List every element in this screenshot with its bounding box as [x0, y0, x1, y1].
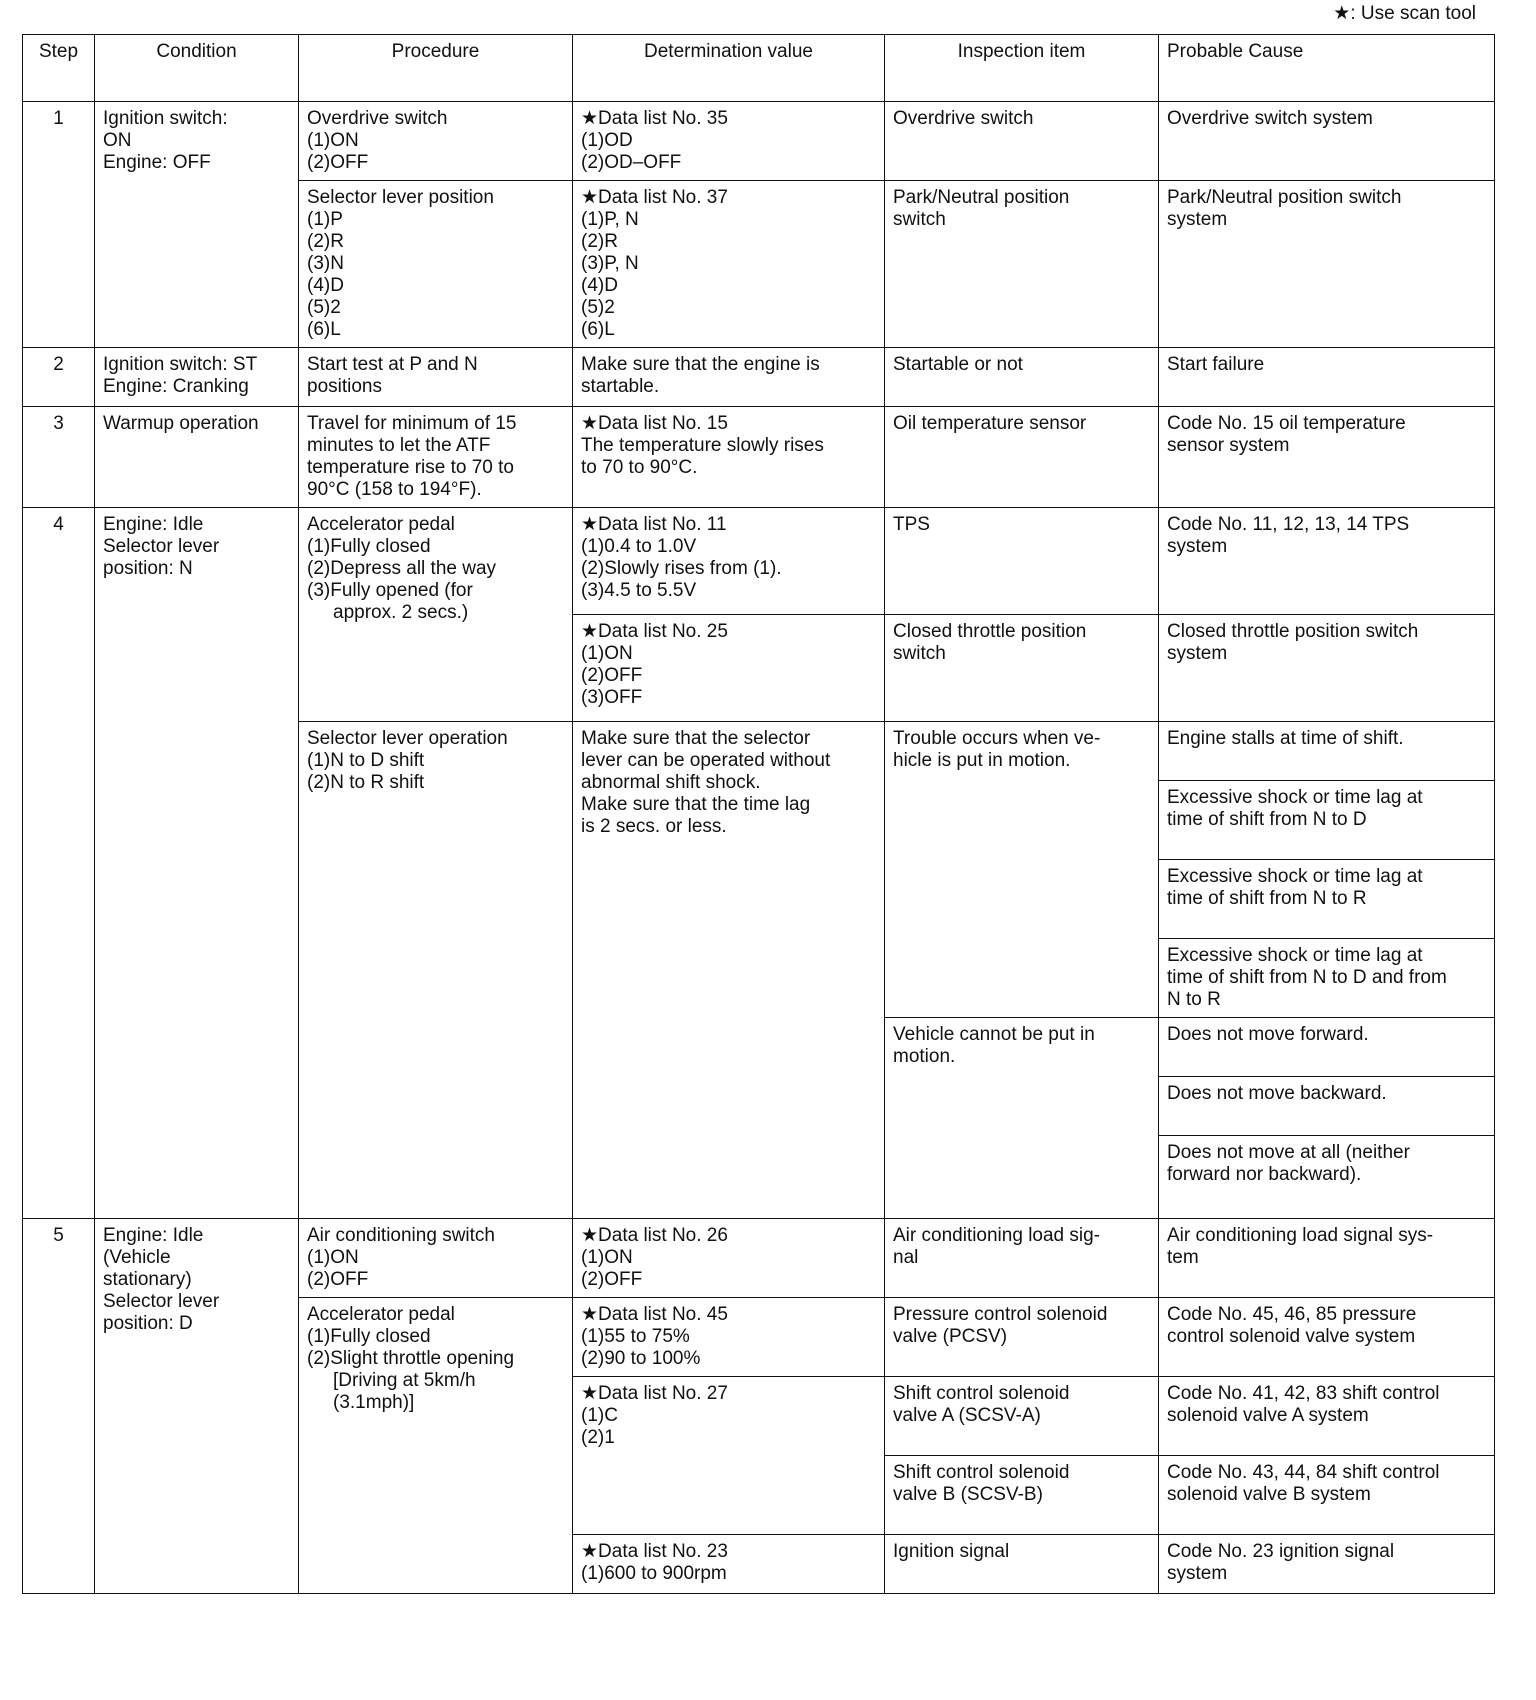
text-line: ★Data list No. 15 [581, 413, 728, 434]
step2-row [23, 348, 1495, 407]
text-line: Engine: Idle [103, 1225, 204, 1246]
text-line: The temperature slowly rises [581, 435, 824, 456]
text-line: Start test at P and N [307, 354, 478, 375]
header-condition: Condition [95, 35, 299, 102]
header-step: Step [23, 35, 95, 102]
text-line: is 2 secs. or less. [581, 816, 727, 837]
text-line: Overdrive switch [307, 108, 448, 129]
text-line: Pressure control solenoid [893, 1304, 1108, 1325]
step5-accel-procedure [299, 1298, 573, 1594]
text-line: Shift control solenoid [893, 1383, 1070, 1404]
text-line: (2)OD–OFF [581, 152, 682, 173]
text-line: Park/Neutral position switch [1167, 187, 1402, 208]
step1-procedure-a [299, 102, 573, 181]
text-line: Excessive shock or time lag at [1167, 787, 1423, 808]
text-line: positions [307, 376, 382, 397]
text-line: Selector lever operation [307, 728, 508, 749]
text-line: time of shift from N to D [1167, 809, 1367, 830]
step4-tps-determination [573, 508, 885, 615]
step5-ac-procedure [299, 1219, 573, 1298]
text-line: (3)N [307, 253, 344, 274]
text-line: Air conditioning switch [307, 1225, 495, 1246]
text-line: motion. [893, 1046, 956, 1067]
text-line: (2)R [307, 231, 344, 252]
step1-cause-b [1159, 181, 1495, 348]
text-line: ★Data list No. 37 [581, 187, 728, 208]
step5-ac-inspection [885, 1219, 1159, 1298]
text-line: approx. 2 secs.) [333, 602, 469, 623]
text-line: abnormal shift shock. [581, 772, 761, 793]
text-line: system [1167, 643, 1228, 664]
text-line: (2)N to R shift [307, 772, 425, 793]
step5-ign-cause [1159, 1535, 1495, 1594]
text-line: Selector lever [103, 1291, 220, 1312]
text-line: position: N [103, 558, 193, 579]
text-line: Engine: OFF [103, 152, 211, 173]
step3-cause [1159, 407, 1495, 508]
header-inspection: Inspection item [885, 35, 1159, 102]
header-cause: Probable Cause [1159, 35, 1495, 102]
step1-condition [95, 102, 299, 348]
text-line: lever can be operated without [581, 750, 831, 771]
text-line: system [1167, 536, 1228, 557]
step4-selector-procedure [299, 722, 573, 1219]
text-line: (2)1 [581, 1427, 615, 1448]
step1-procedure-b [299, 181, 573, 348]
text-line: (4)D [307, 275, 344, 296]
text-line: ★Data list No. 27 [581, 1383, 728, 1404]
step4-accel-procedure [299, 508, 573, 722]
text-line: Code No. 23 ignition signal [1167, 1541, 1395, 1562]
text-line: valve A (SCSV-A) [893, 1405, 1041, 1426]
text-line: ★Data list No. 26 [581, 1225, 728, 1246]
text-line: (1)P [307, 209, 343, 230]
text-line: (4)D [581, 275, 618, 296]
text-line: to 70 to 90°C. [581, 457, 698, 478]
step5-scsv-determination [573, 1377, 885, 1535]
step4-row-tps [23, 508, 1495, 615]
text-line: (1)C [581, 1405, 618, 1426]
text-line: valve B (SCSV-B) [893, 1484, 1043, 1505]
step4-ctps-cause [1159, 615, 1495, 722]
text-line: startable. [581, 376, 660, 397]
text-line: Travel for minimum of 15 [307, 413, 517, 434]
step5-scsvb-cause [1159, 1456, 1495, 1535]
text-line: Vehicle cannot be put in [893, 1024, 1095, 1045]
text-line: (2)OFF [307, 152, 369, 173]
step4-condition [95, 508, 299, 1219]
step1-determination-a [573, 102, 885, 181]
text-line: [Driving at 5km/h [333, 1370, 476, 1391]
step5-number: 5 [23, 1219, 95, 1594]
step5-scsvb-inspection [885, 1456, 1159, 1535]
text-line: Make sure that the time lag [581, 794, 811, 815]
step5-pcsv-inspection [885, 1298, 1159, 1377]
text-line: Park/Neutral position [893, 187, 1070, 208]
text-line: Selector lever position [307, 187, 494, 208]
step4-motion-inspection [885, 1018, 1159, 1219]
text-line: (3.1mph)] [333, 1392, 415, 1413]
text-line: solenoid valve B system [1167, 1484, 1371, 1505]
text-line: sensor system [1167, 435, 1290, 456]
legend-scan-tool: ★: Use scan tool [1333, 3, 1476, 24]
step4-ctps-determination [573, 615, 885, 722]
text-line: Closed throttle position [893, 621, 1087, 642]
text-line: Excessive shock or time lag at [1167, 945, 1423, 966]
text-line: (3)P, N [581, 253, 639, 274]
text-line: time of shift from N to D and from [1167, 967, 1447, 988]
text-line: Code No. 15 oil temperature [1167, 413, 1406, 434]
step2-procedure [299, 348, 573, 407]
step1-determination-b [573, 181, 885, 348]
text-line: (1)P, N [581, 209, 639, 230]
text-line: Closed throttle position switch [1167, 621, 1419, 642]
text-line: (Vehicle [103, 1247, 171, 1268]
step4-trouble-inspection [885, 722, 1159, 1018]
text-line: (3)4.5 to 5.5V [581, 580, 697, 601]
text-line: Accelerator pedal [307, 514, 455, 535]
text-line: (1)OD [581, 130, 633, 151]
text-line: Code No. 11, 12, 13, 14 TPS [1167, 514, 1410, 535]
text-line: (3)Fully opened (for [307, 580, 473, 601]
text-line: system [1167, 1563, 1228, 1584]
step4-trouble-cause-4 [1159, 939, 1495, 1018]
text-line: Air conditioning load signal sys- [1167, 1225, 1434, 1246]
step4-trouble-cause-1: Engine stalls at time of shift. [1159, 722, 1495, 781]
header-determination: Determination value [573, 35, 885, 102]
text-line: nal [893, 1247, 919, 1268]
step5-scsva-inspection [885, 1377, 1159, 1456]
text-line: Trouble occurs when ve- [893, 728, 1101, 749]
text-line: (2)OFF [307, 1269, 369, 1290]
text-line: (5)2 [307, 297, 341, 318]
text-line: (1)ON [581, 1247, 633, 1268]
step4-trouble-cause-2 [1159, 781, 1495, 860]
text-line: (1)0.4 to 1.0V [581, 536, 697, 557]
text-line: (1)Fully closed [307, 536, 431, 557]
diagnosis-table [22, 34, 1495, 1594]
step5-ac-determination [573, 1219, 885, 1298]
text-line: (2)OFF [581, 1269, 643, 1290]
text-line: ★Data list No. 45 [581, 1304, 728, 1325]
step5-ign-determination [573, 1535, 885, 1594]
step1-row-a [23, 102, 1495, 181]
text-line: (3)OFF [581, 687, 643, 708]
text-line: Engine: Cranking [103, 376, 249, 397]
text-line: valve (PCSV) [893, 1326, 1008, 1347]
text-line: Code No. 43, 44, 84 shift control [1167, 1462, 1440, 1483]
text-line: (2)OFF [581, 665, 643, 686]
step3-condition: Warmup operation [95, 407, 299, 508]
step3-determination [573, 407, 885, 508]
step2-cause: Start failure [1159, 348, 1495, 407]
step2-number: 2 [23, 348, 95, 407]
text-line: (2)90 to 100% [581, 1348, 701, 1369]
step5-pcsv-determination [573, 1298, 885, 1377]
text-line: Air conditioning load sig- [893, 1225, 1101, 1246]
text-line: (6)L [307, 319, 341, 340]
text-line: time of shift from N to R [1167, 888, 1367, 909]
text-line: (6)L [581, 319, 615, 340]
text-line: control solenoid valve system [1167, 1326, 1416, 1347]
text-line: Accelerator pedal [307, 1304, 455, 1325]
step4-number: 4 [23, 508, 95, 1219]
text-line: Code No. 41, 42, 83 shift control [1167, 1383, 1440, 1404]
text-line: (1)N to D shift [307, 750, 425, 771]
text-line: ★Data list No. 11 [581, 514, 727, 535]
step2-determination [573, 348, 885, 407]
text-line: (5)2 [581, 297, 615, 318]
text-line: (1)ON [581, 643, 633, 664]
text-line: forward nor backward). [1167, 1164, 1362, 1185]
step4-selector-determination [573, 722, 885, 1219]
text-line: Does not move at all (neither [1167, 1142, 1410, 1163]
step4-trouble-cause-3 [1159, 860, 1495, 939]
text-line: Selector lever [103, 536, 220, 557]
header-row [23, 35, 1495, 102]
text-line: (1)ON [307, 130, 359, 151]
step4-tps-cause [1159, 508, 1495, 615]
step5-ign-inspection: Ignition signal [885, 1535, 1159, 1594]
step4-ctps-inspection [885, 615, 1159, 722]
step5-row-ac [23, 1219, 1495, 1298]
text-line: minutes to let the ATF [307, 435, 491, 456]
text-line: Excessive shock or time lag at [1167, 866, 1423, 887]
text-line: (2)Depress all the way [307, 558, 497, 579]
step2-inspection: Startable or not [885, 348, 1159, 407]
step4-motion-cause-2: Does not move backward. [1159, 1077, 1495, 1136]
text-line: (1)600 to 900rpm [581, 1563, 727, 1584]
text-line: Ignition switch: [103, 108, 228, 129]
step4-motion-cause-1: Does not move forward. [1159, 1018, 1495, 1077]
step5-condition [95, 1219, 299, 1594]
step4-tps-inspection: TPS [885, 508, 1159, 615]
text-line: (2)R [581, 231, 618, 252]
text-line: ★Data list No. 23 [581, 1541, 728, 1562]
text-line: Engine: Idle [103, 514, 204, 535]
text-line: 90°C (158 to 194°F). [307, 479, 482, 500]
text-line: (2)Slight throttle opening [307, 1348, 515, 1369]
step3-row [23, 407, 1495, 508]
text-line: Ignition switch: ST [103, 354, 258, 375]
text-line: stationary) [103, 1269, 192, 1290]
text-line: N to R [1167, 989, 1221, 1010]
text-line: Make sure that the selector [581, 728, 811, 749]
text-line: system [1167, 209, 1228, 230]
step1-inspection-a [885, 102, 1159, 181]
text-line: switch [893, 209, 946, 230]
step3-number: 3 [23, 407, 95, 508]
text-line: (1)55 to 75% [581, 1326, 690, 1347]
text-line: Overdrive switch [893, 108, 1034, 129]
text-line: (1)Fully closed [307, 1326, 431, 1347]
text-line: tem [1167, 1247, 1199, 1268]
text-line: (2)Slowly rises from (1). [581, 558, 782, 579]
step3-procedure [299, 407, 573, 508]
step1-cause-a [1159, 102, 1495, 181]
text-line: Overdrive switch system [1167, 108, 1373, 129]
step2-condition [95, 348, 299, 407]
text-line: (1)ON [307, 1247, 359, 1268]
text-line: ON [103, 130, 132, 151]
step1-inspection-b [885, 181, 1159, 348]
text-line: Make sure that the engine is [581, 354, 820, 375]
text-line: hicle is put in motion. [893, 750, 1071, 771]
text-line: Code No. 45, 46, 85 pressure [1167, 1304, 1417, 1325]
step5-ac-cause [1159, 1219, 1495, 1298]
header-procedure: Procedure [299, 35, 573, 102]
text-line: ★Data list No. 25 [581, 621, 728, 642]
step4-motion-cause-3 [1159, 1136, 1495, 1219]
step1-number: 1 [23, 102, 95, 348]
text-line: Shift control solenoid [893, 1462, 1070, 1483]
step5-pcsv-cause [1159, 1298, 1495, 1377]
step5-scsva-cause [1159, 1377, 1495, 1456]
step3-inspection: Oil temperature sensor [885, 407, 1159, 508]
text-line: solenoid valve A system [1167, 1405, 1369, 1426]
text-line: ★Data list No. 35 [581, 108, 728, 129]
text-line: switch [893, 643, 946, 664]
text-line: position: D [103, 1313, 193, 1334]
text-line: temperature rise to 70 to [307, 457, 514, 478]
